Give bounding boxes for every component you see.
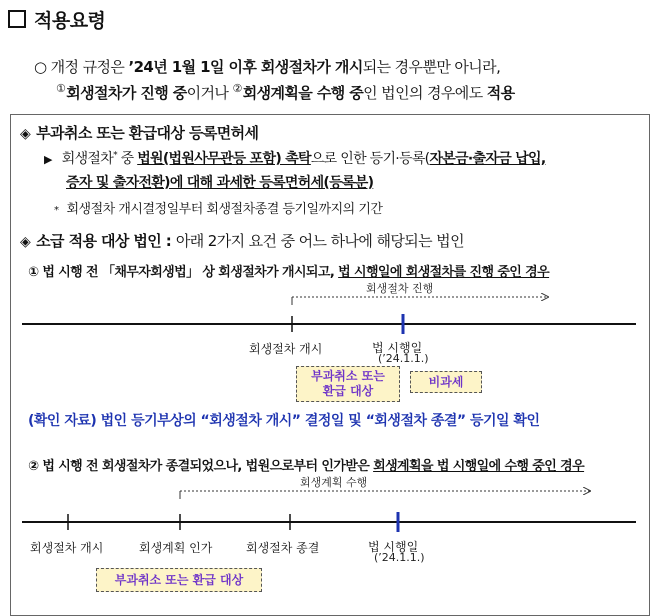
bullet-circle-icon: ○ (34, 58, 47, 76)
case2-condition: ② 법 시행 전 회생절차가 종결되었으나, 법원으로부터 인가받은 회생계획을 법 시행일에 수행 중인 경우 (28, 459, 585, 474)
timeline1-law-date: (’24.1.1.) (378, 352, 429, 365)
timeline2-law-date: (’24.1.1.) (374, 551, 425, 564)
timeline2-refund-badge: 부과취소 또는 환급 대상 (96, 568, 262, 592)
case1-condition: ① 법 시행 전 「채무자회생법」 상 회생절차가 개시되고, 법 시행일에 회생절차를 진행 중인 경우 (28, 265, 550, 280)
refund-desc-line2: 증자 및 출자전환)에 대해 과세한 등록면허세(등록분) (66, 175, 374, 191)
rule-paragraph-line1: ○ 개정 규정은 ’24년 1월 1일 이후 회생절차가 개시되는 경우뿐만 아니라, (34, 58, 501, 76)
timeline2-law-label: 법 시행일 (368, 540, 419, 554)
verification-note: (확인 자료) 법인 등기부상의 “회생절차 개시” 결정일 및 “회생절차 종결” 등기일 확인 (28, 413, 540, 429)
refund-footnote: * 회생절차 개시결정일부터 회생절차종결 등기일까지의 기간 (54, 202, 383, 217)
timeline2-arrow-label: 회생계획 수행 (300, 476, 368, 489)
section-target-title: ◈ 소급 적용 대상 법인 : 아래 2가지 요건 중 어느 하나에 해당되는 법인 (20, 232, 464, 250)
timeline1-arrow-label: 회생절차 진행 (366, 282, 434, 295)
rule-paragraph-line2: ①회생절차가 진행 중이거나 ②회생계획을 수행 중인 법인의 경우에도 적용 (56, 82, 515, 102)
diamond-bullet-icon: ◈ (20, 234, 31, 250)
timeline1-law-label: 법 시행일 (372, 341, 423, 355)
triangle-bullet-icon: ▶ (44, 153, 52, 166)
refund-desc-line1: ▶ 회생절차* 중 법원(법원사무관등 포함) 촉탁으로 인한 등기·등록(자본금·출자금 납입, (44, 150, 546, 167)
timeline2-end-label: 회생절차 종결 (246, 541, 320, 555)
timeline2-approval-label: 회생계획 인가 (139, 541, 213, 555)
section-refund-title: ◈ 부과취소 또는 환급대상 등록면허세 (20, 124, 259, 142)
timeline1-start-label: 회생절차 개시 (249, 342, 323, 356)
section-heading: 적용요령 (8, 6, 105, 33)
timeline1-nontax-badge: 비과세 (410, 371, 482, 393)
diamond-bullet-icon: ◈ (20, 126, 31, 142)
timeline2-start-label: 회생절차 개시 (30, 541, 104, 555)
timeline1-refund-badge: 부과취소 또는 환급 대상 (296, 366, 400, 402)
